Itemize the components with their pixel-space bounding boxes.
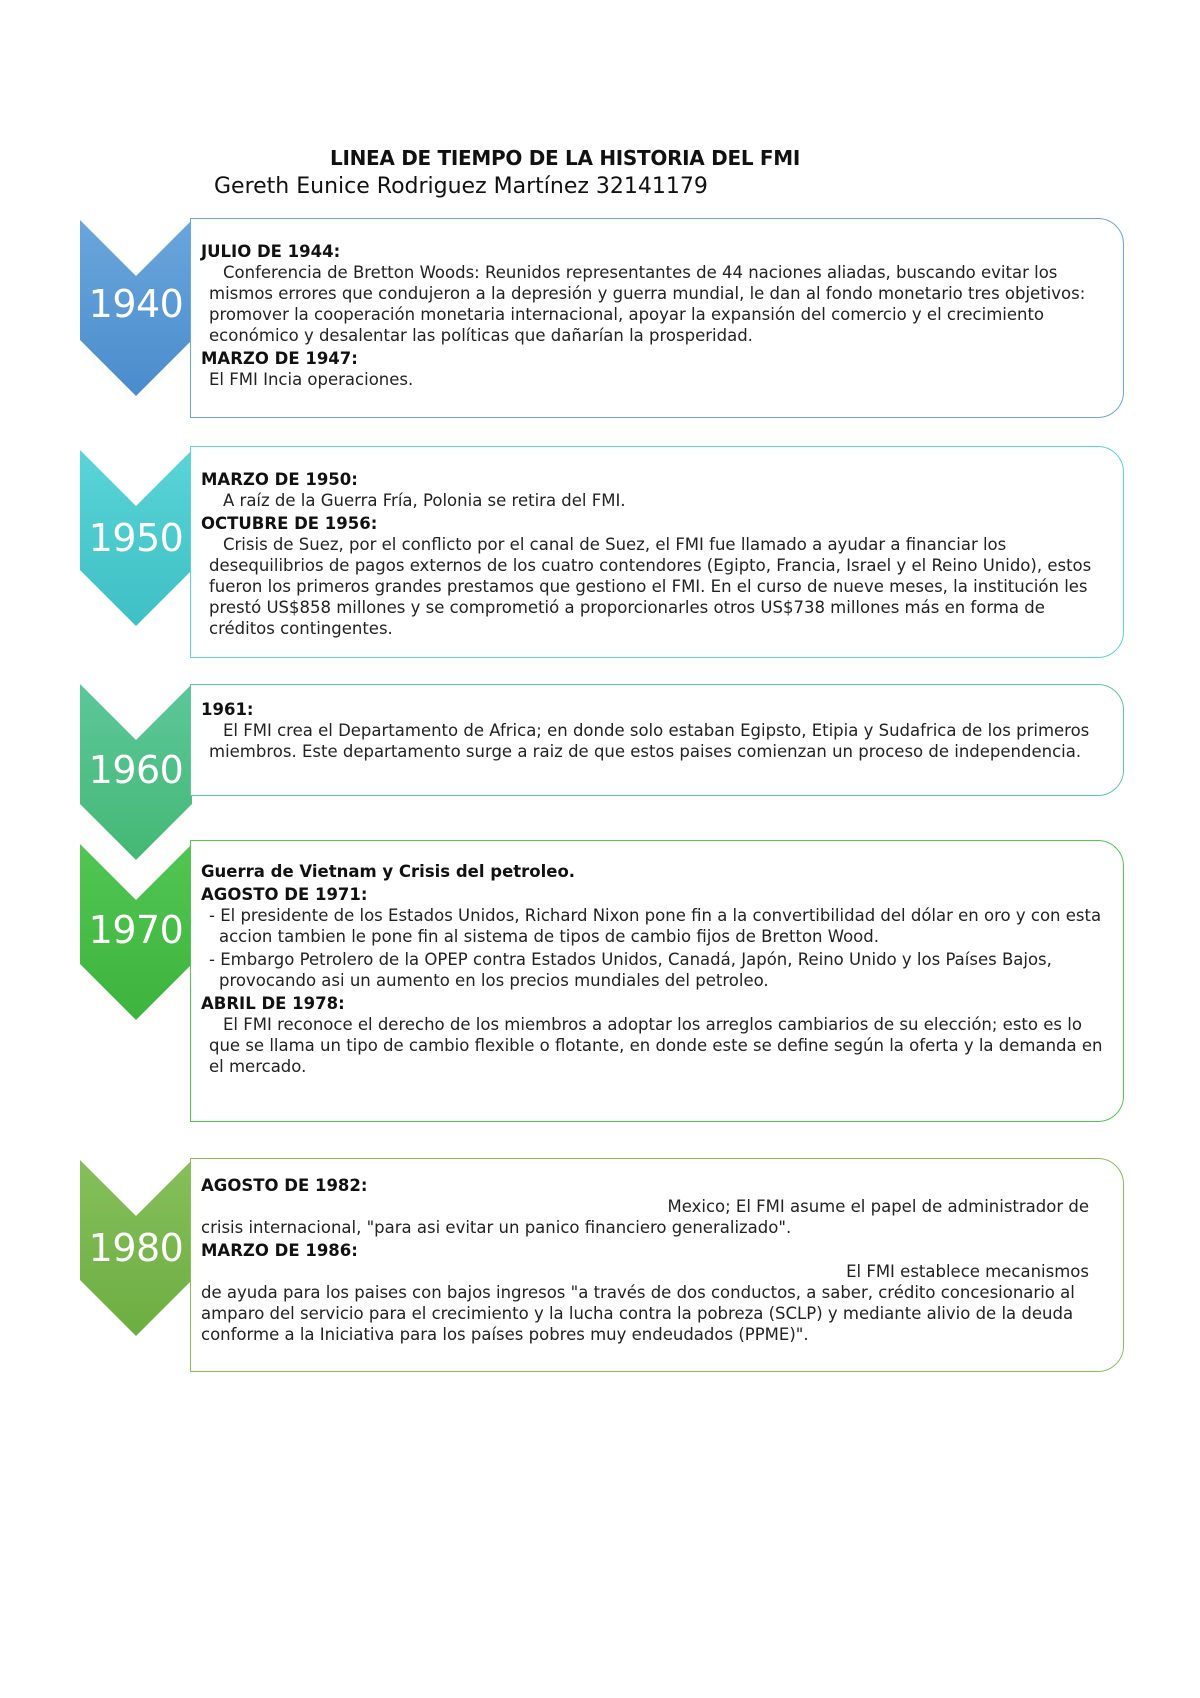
- event-text: Conferencia de Bretton Woods: Reunidos representantes de 44 naciones aliadas, buscando evitar los mismos errores que condujeron a la depresión y guerra mundial, le dan al fondo monetario tres objetivos: promover la cooperación monetaria internacional, apoyar la expansión del comercio y el crecimiento económico y desalentar las políticas que dañarían la prosperidad.: [209, 263, 1086, 345]
- year-label: 1970: [88, 908, 184, 952]
- event-heading: AGOSTO DE 1982:: [201, 1176, 368, 1195]
- period-box-1940: [190, 218, 1124, 418]
- year-label: 1940: [88, 282, 184, 326]
- period-box-1960: [190, 684, 1124, 796]
- event-heading: ABRIL DE 1978:: [201, 994, 345, 1013]
- event-heading: 1961:: [201, 700, 254, 719]
- event-lead: El FMI establece mecanismos: [846, 1262, 1089, 1281]
- event-text: A raíz de la Guerra Fría, Polonia se retira del FMI.: [223, 491, 626, 510]
- event-text: El FMI Incia operaciones.: [209, 370, 414, 389]
- event-heading: MARZO DE 1947:: [201, 349, 358, 368]
- event-text: de ayuda para los paises con bajos ingresos "a través de dos conductos, a saber, crédito concesionario al amparo del servicio para el crecimiento y la lucha contra la pobreza (SCLP) y mediante alivio de la deuda conforme a la Iniciativa para los países pobres muy endeudados (PPME)".: [201, 1283, 1075, 1344]
- event-text: El FMI crea el Departamento de Africa; en donde solo estaban Egipsto, Etipia y Sudafrica de los primeros miembros. Este departamento surge a raiz de que estos paises comienzan un proceso de independencia.: [209, 721, 1090, 761]
- event-bullet: - El presidente de los Estados Unidos, Richard Nixon pone fin a la convertibilidad del dólar en oro y con esta accion tambien le pone fin al sistema de tipos de cambio fijos de Bretton Wood.: [209, 906, 1102, 946]
- chevron-1950: [80, 450, 192, 626]
- event-heading: AGOSTO DE 1971:: [201, 885, 368, 904]
- period-box-1980: [190, 1158, 1124, 1372]
- period-box-1970: [190, 840, 1124, 1122]
- year-label: 1980: [88, 1226, 184, 1270]
- page-title: LINEA DE TIEMPO DE LA HISTORIA DEL FMI: [330, 146, 801, 170]
- event-text: Crisis de Suez, por el conflicto por el canal de Suez, el FMI fue llamado a ayudar a financiar los desequilibrios de pagos externos de los cuatro contendores (Egipto, Francia, Israel y el Reino Unido), estos fueron los primeros grandes prestamos que gestiono el FMI. En el curso de nueve meses, la institución les prestó US$858 millones y se comprometió a proporcionarles otros US$738 millones más en forma de créditos contingentes.: [209, 535, 1092, 638]
- event-heading: MARZO DE 1950:: [201, 470, 358, 489]
- event-heading: OCTUBRE DE 1956:: [201, 514, 378, 533]
- event-bullet: - Embargo Petrolero de la OPEP contra Estados Unidos, Canadá, Japón, Reino Unido y los Países Bajos, provocando asi un aumento en los precios mundiales del petroleo.: [209, 950, 1052, 990]
- chevron-1980: [80, 1160, 192, 1336]
- event-lead: Mexico; El FMI asume el papel de administrador de: [667, 1197, 1089, 1216]
- chevron-1960: [80, 684, 192, 860]
- author-line: Gereth Eunice Rodriguez Martínez 32141179: [214, 174, 708, 199]
- event-text: El FMI reconoce el derecho de los miembros a adoptar los arreglos cambiarios de su elección; esto es lo que se llama un tipo de cambio flexible o flotante, en donde este se define según la oferta y la demanda en el mercado.: [209, 1015, 1103, 1076]
- year-label: 1960: [88, 748, 184, 792]
- chevron-1940: [80, 220, 192, 396]
- event-heading: JULIO DE 1944:: [201, 242, 341, 261]
- section-intro: Guerra de Vietnam y Crisis del petroleo.: [201, 862, 576, 881]
- event-text: crisis internacional, "para asi evitar un panico financiero generalizado".: [201, 1218, 792, 1237]
- event-heading: MARZO DE 1986:: [201, 1241, 358, 1260]
- year-label: 1950: [88, 516, 184, 560]
- chevron-1970: [80, 844, 192, 1020]
- period-box-1950: [190, 446, 1124, 658]
